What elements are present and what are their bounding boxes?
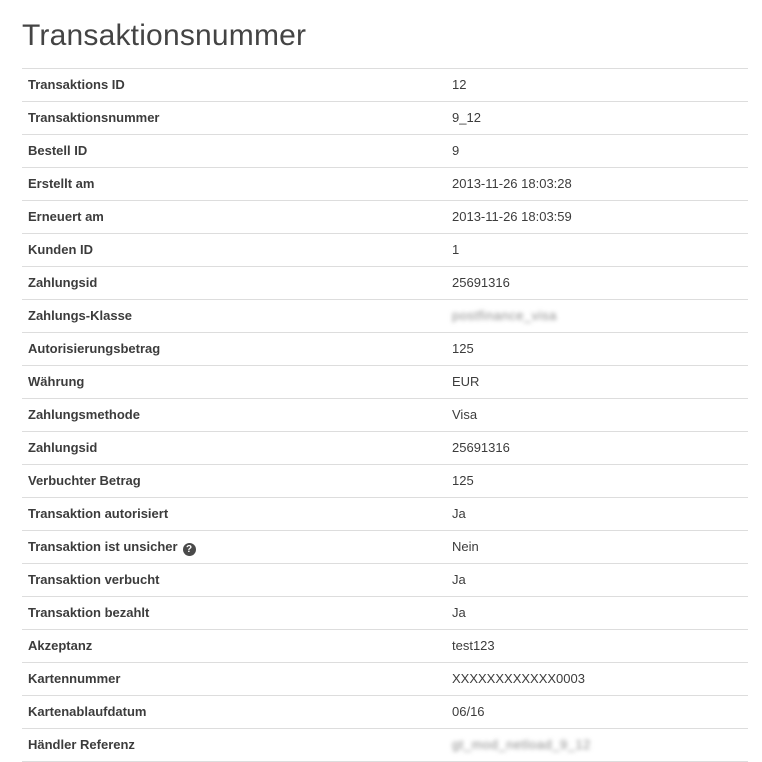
- table-row: [22, 300, 748, 333]
- table-row: [22, 432, 748, 465]
- row-label: [22, 432, 446, 465]
- row-value-text: 25691316: [452, 440, 510, 455]
- table-row: [22, 267, 748, 300]
- row-label: [22, 300, 446, 333]
- table-row: [22, 234, 748, 267]
- row-label: [22, 168, 446, 201]
- row-label: [22, 564, 446, 597]
- row-value: [446, 597, 748, 630]
- row-label: [22, 465, 446, 498]
- row-value: [446, 201, 748, 234]
- row-label: [22, 531, 446, 564]
- row-value: [446, 366, 748, 399]
- table-row: [22, 729, 748, 762]
- table-row: [22, 135, 748, 168]
- row-label: [22, 201, 446, 234]
- page-title: Transaktionsnummer: [22, 19, 307, 52]
- row-value-text: XXXXXXXXXXXX0003: [452, 671, 585, 686]
- table-row: [22, 201, 748, 234]
- row-value-text: Ja: [452, 572, 466, 587]
- table-row: [22, 102, 748, 135]
- table-row: [22, 498, 748, 531]
- row-label: [22, 267, 446, 300]
- row-value: [446, 465, 748, 498]
- transaction-detail-table: [22, 68, 748, 762]
- row-label-text: Transaktion autorisiert: [28, 506, 169, 521]
- row-value-text: 9: [452, 143, 460, 158]
- row-label-text: Transaktionsnummer: [28, 110, 160, 125]
- row-value: [446, 234, 748, 267]
- row-label: [22, 69, 446, 102]
- table-row: [22, 663, 748, 696]
- row-value: [446, 69, 748, 102]
- row-value-text: 25691316: [452, 275, 510, 290]
- row-label-text: Zahlungsid: [28, 440, 98, 455]
- row-label-text: Erneuert am: [28, 209, 104, 224]
- row-label-text: Zahlungs-Klasse: [28, 308, 133, 323]
- row-value: [446, 168, 748, 201]
- row-value-text: 125: [452, 473, 474, 488]
- row-label: [22, 729, 446, 762]
- row-label: [22, 333, 446, 366]
- row-label-text: Kunden ID: [28, 242, 93, 257]
- row-value: [446, 531, 748, 564]
- row-label-text: Zahlungsmethode: [28, 407, 140, 422]
- row-value: [446, 729, 748, 762]
- row-label-text: Transaktions ID: [28, 77, 125, 92]
- row-value-text: 2013-11-26 18:03:28: [452, 176, 572, 191]
- row-label-text: Akzeptanz: [28, 638, 93, 653]
- row-value: [446, 498, 748, 531]
- row-value: [446, 102, 748, 135]
- row-label: [22, 630, 446, 663]
- row-label-text: Transaktion bezahlt: [28, 605, 150, 620]
- table-row: [22, 465, 748, 498]
- table-body: [22, 69, 748, 762]
- row-value: [446, 432, 748, 465]
- row-value: [446, 333, 748, 366]
- row-label-text: Währung: [28, 374, 85, 389]
- row-label-text: Transaktion ist unsicher: [28, 539, 178, 554]
- row-value: [446, 399, 748, 432]
- row-label: [22, 102, 446, 135]
- row-value: [446, 630, 748, 663]
- row-label: [22, 135, 446, 168]
- table-row: [22, 399, 748, 432]
- row-label-text: Bestell ID: [28, 143, 88, 158]
- row-value-text: gt_mod_netload_9_12: [452, 737, 591, 752]
- table-row: [22, 531, 748, 564]
- row-label: [22, 399, 446, 432]
- row-value-text: 9_12: [452, 110, 481, 125]
- row-value-text: 2013-11-26 18:03:59: [452, 209, 572, 224]
- row-label-text: Kartennummer: [28, 671, 121, 686]
- row-value-text: Nein: [452, 539, 479, 554]
- help-icon[interactable]: ?: [183, 543, 196, 556]
- row-value: [446, 300, 748, 333]
- row-label: [22, 597, 446, 630]
- row-value-text: Ja: [452, 506, 466, 521]
- table-row: [22, 69, 748, 102]
- row-value-text: Ja: [452, 605, 466, 620]
- row-value-text: Visa: [452, 407, 478, 422]
- table-row: [22, 333, 748, 366]
- row-label-text: Kartenablaufdatum: [28, 704, 147, 719]
- table-row: [22, 366, 748, 399]
- table-row: [22, 168, 748, 201]
- row-label: [22, 366, 446, 399]
- row-value: [446, 135, 748, 168]
- row-label-text: Transaktion verbucht: [28, 572, 160, 587]
- row-label-text: Verbuchter Betrag: [28, 473, 141, 488]
- row-value: [446, 564, 748, 597]
- row-value: [446, 267, 748, 300]
- row-value-text: 125: [452, 341, 474, 356]
- row-label-text: Händler Referenz: [28, 737, 135, 752]
- table-row: [22, 630, 748, 663]
- row-value-text: EUR: [452, 374, 480, 389]
- table-row: [22, 564, 748, 597]
- row-value-text: 12: [452, 77, 467, 92]
- table-row: [22, 597, 748, 630]
- row-label-text: Autorisierungsbetrag: [28, 341, 161, 356]
- row-value: [446, 663, 748, 696]
- row-label-text: Erstellt am: [28, 176, 95, 191]
- row-label: [22, 498, 446, 531]
- row-label: [22, 234, 446, 267]
- row-value-text: postfinance_visa: [452, 308, 557, 323]
- row-value-text: test123: [452, 638, 495, 653]
- row-label-text: Zahlungsid: [28, 275, 98, 290]
- row-value-text: 1: [452, 242, 460, 257]
- row-value-text: 06/16: [452, 704, 485, 719]
- row-label: [22, 663, 446, 696]
